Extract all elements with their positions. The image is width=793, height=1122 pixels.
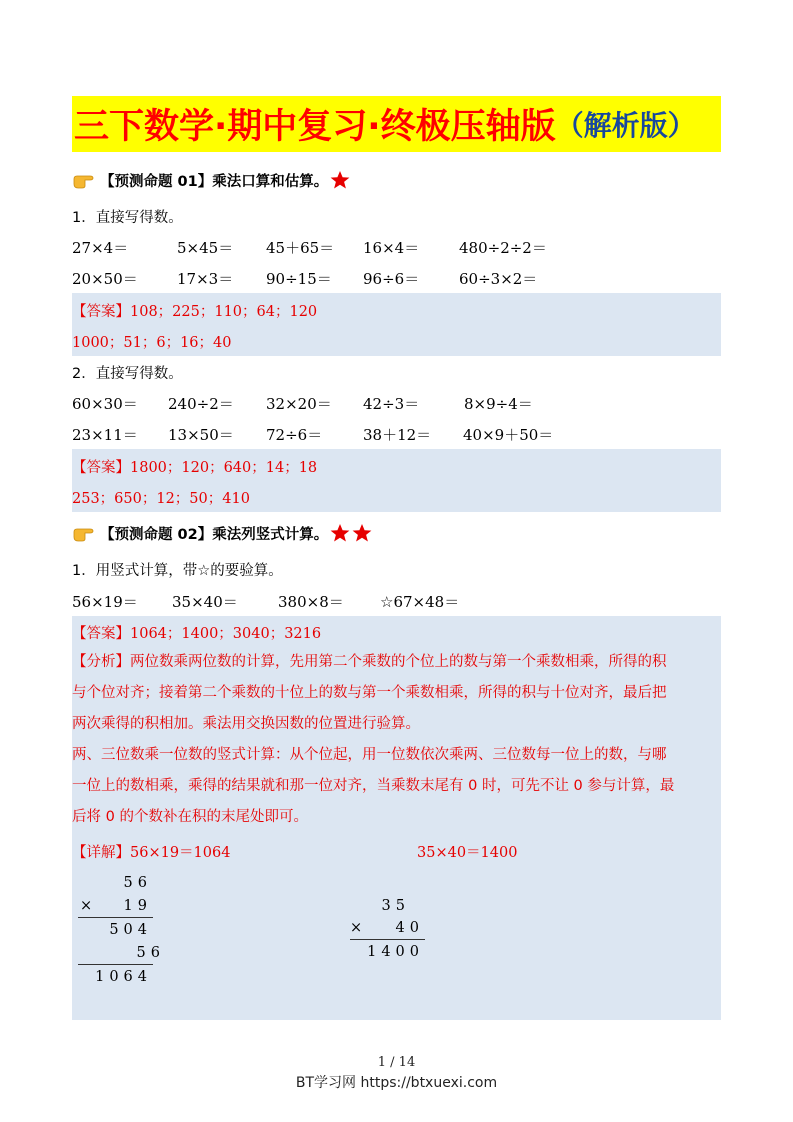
analysis-block [72, 647, 724, 833]
problem-item: 480÷2÷2＝ [459, 239, 547, 257]
problem-item: 13×50＝ [168, 426, 234, 444]
answer-line [72, 487, 250, 508]
vertical-result: 1064 [95, 969, 152, 985]
problem-item: 96÷6＝ [363, 270, 420, 288]
title-banner [72, 96, 721, 152]
answer-tag: 【答案】 [72, 460, 130, 476]
star-icon [330, 523, 350, 543]
vertical-multiplier: 19 [123, 898, 152, 914]
detail-tag: 【详解】 [72, 845, 130, 861]
pointing-hand-icon [72, 524, 96, 542]
section-heading-01 [72, 168, 350, 192]
answer-line [72, 300, 317, 321]
answer-values: 1064；1400；3040；3216 [130, 626, 322, 642]
problem-item: 17×3＝ [177, 270, 234, 288]
answer-tag: 【答案】 [72, 626, 130, 642]
problem-item: 16×4＝ [363, 239, 420, 257]
star-icon [330, 170, 350, 190]
problem-item: 60×30＝ [72, 395, 138, 413]
problem-item: 27×4＝ [72, 239, 129, 257]
multiply-sign: × [80, 898, 98, 914]
vertical-top-number: 56 [123, 875, 152, 891]
answer-line [72, 331, 231, 352]
page-title: 三下数学·期中复习·终极压轴版 [74, 107, 556, 147]
divider-line [350, 939, 425, 940]
answer-line [72, 456, 317, 477]
vertical-multiplier: 40 [395, 920, 424, 936]
section-heading-text: 【预测命题 01】乘法口算和估算。 [100, 173, 329, 190]
problem-item: 90÷15＝ [266, 270, 332, 288]
page-number: 1 / 14 [377, 1055, 416, 1070]
site-footer: BT学习网 https://btxuexi.com [295, 1075, 498, 1091]
problem-item: 60÷3×2＝ [459, 270, 538, 288]
detail-line [72, 841, 230, 862]
section-heading-text: 【预测命题 02】乘法列竖式计算。 [100, 526, 329, 543]
analysis-line: 一位上的数相乘，乘得的结果就和那一位对齐，当乘数末尾有 0 时，可先不让 0 参与计算，最 [72, 778, 675, 794]
question-prompt: 1．直接写得数。 [72, 210, 183, 226]
question-prompt: 2．直接写得数。 [72, 366, 183, 382]
multiply-sign: × [350, 920, 368, 936]
divider-line [78, 964, 153, 965]
problem-item: ☆67×48＝ [380, 593, 460, 611]
problem-item: 42÷3＝ [363, 395, 420, 413]
detail-left: 56×19＝1064 [130, 845, 231, 861]
problem-item: 56×19＝ [72, 593, 138, 611]
problem-item: 380×8＝ [278, 593, 344, 611]
problem-item: 32×20＝ [266, 395, 332, 413]
partial-product: 504 [109, 922, 152, 938]
problem-item: 35×40＝ [172, 593, 238, 611]
problem-item: 72÷6＝ [266, 426, 323, 444]
page-title-suffix: （解析版） [555, 109, 696, 142]
detail-line [417, 841, 517, 862]
vertical-result: 1400 [367, 944, 424, 960]
analysis-line: 两、三位数乘一位数的竖式计算：从个位起，用一位数依次乘两、三位数每一位上的数，与哪 [72, 747, 667, 763]
problem-item: 5×45＝ [177, 239, 234, 257]
problem-item: 23×11＝ [72, 426, 138, 444]
problem-item: 20×50＝ [72, 270, 138, 288]
analysis-line: 后将 0 的个数补在积的末尾处即可。 [72, 809, 308, 825]
answer-tag: 【答案】 [72, 304, 130, 320]
answer-values: 1000；51；6；16；40 [72, 335, 232, 351]
question-prompt: 1．用竖式计算，带☆的要验算。 [72, 563, 283, 579]
section-heading-02 [72, 521, 372, 545]
problem-item: 45＋65＝ [266, 239, 335, 257]
vertical-top-number: 35 [381, 898, 410, 914]
star-icon [352, 523, 372, 543]
problem-item: 8×9÷4＝ [464, 395, 533, 413]
answer-values: 1800；120；640；14；18 [130, 460, 318, 476]
analysis-line: 与个位对齐；接着第二个乘数的十位上的数与第一个乘数相乘，所得的积与十位对齐，最后把 [72, 685, 667, 701]
answer-values: 108；225；110；64；120 [130, 304, 318, 320]
divider-line [78, 917, 153, 918]
answer-line [72, 622, 321, 643]
problem-item: 40×9＋50＝ [463, 426, 554, 444]
answer-values: 253；650；12；50；410 [72, 491, 250, 507]
problem-item: 240÷2＝ [168, 395, 234, 413]
pointing-hand-icon [72, 171, 96, 189]
problem-item: 38＋12＝ [363, 426, 432, 444]
partial-product: 56 [136, 945, 165, 961]
analysis-line: 【分析】两位数乘两位数的计算，先用第二个乘数的个位上的数与第一个乘数相乘，所得的积 [72, 654, 667, 670]
detail-right: 35×40＝1400 [417, 845, 518, 861]
analysis-line: 两次乘得的积相加。乘法用交换因数的位置进行验算。 [72, 716, 420, 732]
